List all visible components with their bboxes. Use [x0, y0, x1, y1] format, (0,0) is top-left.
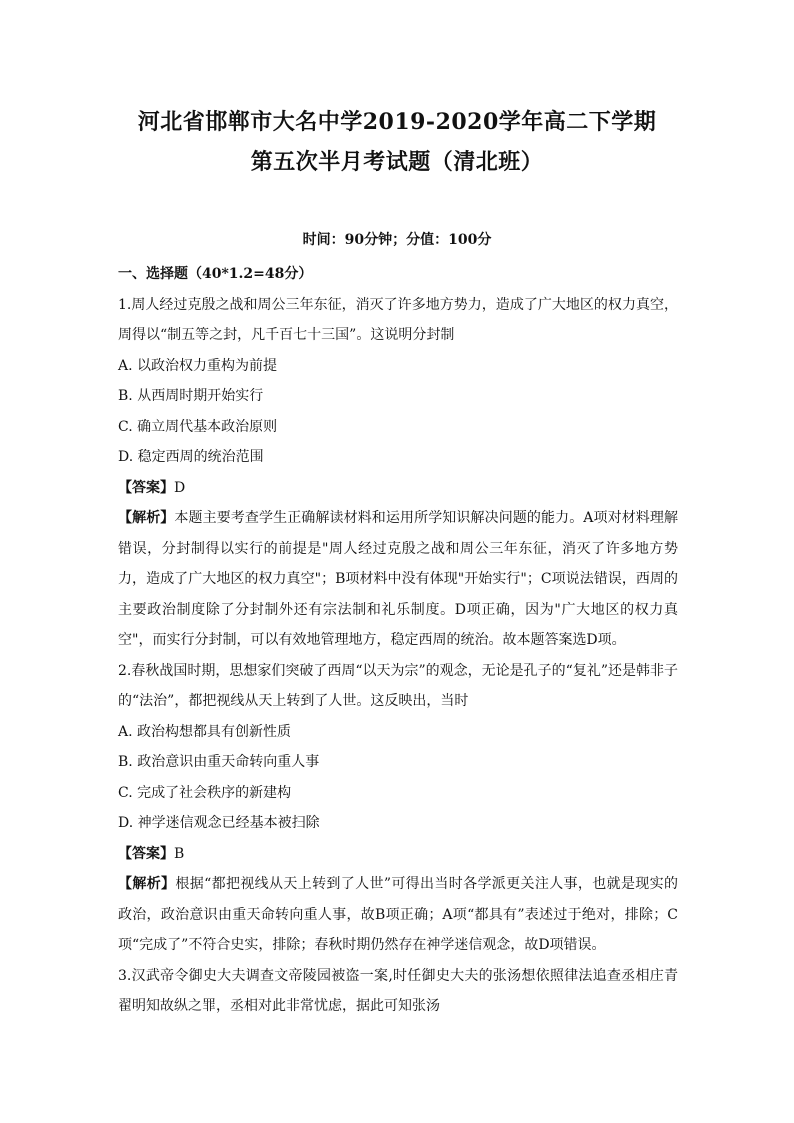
question-1-answer — [118, 473, 678, 504]
section-heading: 一、选择题（40*1.2=48分） — [118, 266, 313, 282]
question-2-option-c: C. 完成了社会秩序的新建构 — [118, 784, 292, 801]
analysis-text: 本题主要考查学生正确解读材料和运用所学知识解决问题的能力。A项对材料理解错误，分封制得以实行的前提是"周人经过克殷之战和周公三年东征，消灭了许多地方势力，造成了广大地区的权力真空"；B项材料中没有体现"开始实行"；C项说法错误，西周的主要政治制度除了分封制外还有宗法制和礼乐制度。D项正确，因为"广大地区的权力真空"，而实行分封制，可以有效地管理地方，稳定西周的统治。故本题答案选D项。 — [118, 510, 679, 648]
question-1-option-c: C. 确立周代基本政治原则 — [118, 418, 278, 435]
analysis-label: 【解析】 — [118, 876, 176, 892]
answer-label: 【答案】 — [118, 479, 174, 496]
question-2-analysis — [118, 869, 678, 961]
question-2-answer — [118, 839, 678, 870]
document-title-line2: 第五次半月考试题（清北班） — [250, 149, 544, 175]
question-2-stem: 2.春秋战国时期，思想家们突破了西周“以天为宗”的观念，无论是孔子的“复礼”还是韩非子的“法治”，都把视线从天上转到了人世。这反映出，当时 — [118, 662, 678, 709]
question-1-option-a: A. 以政治权力重构为前提 — [118, 357, 278, 374]
answer-label: 【答案】 — [118, 845, 174, 862]
question-1-analysis — [118, 503, 678, 656]
question-3-stem: 3.汉武帝令御史大夫调查文帝陵园被盗一案,时任御史大夫的张汤想依照律法追查丞相庄青翟明知故纵之罪，丞相对此非常忧虑，据此可知张汤 — [118, 967, 678, 1014]
question-2-option-d: D. 神学迷信观念已经基本被扫除 — [118, 815, 320, 831]
analysis-text: 根据“都把视线从天上转到了人世”可得出当时各学派更关注人事，也就是现实的政治，政治意识由重天命转向重人事，故B项正确；A项“都具有”表述过于绝对，排除；C项“完成了”不符合史实，排除；春秋时期仍然存在神学迷信观念，故D项错误。 — [118, 876, 679, 953]
question-2-option-b: B. 政治意识由重天命转向重人事 — [118, 754, 320, 770]
document-body — [118, 259, 678, 1022]
question-1-option-b: B. 从西周时期开始实行 — [118, 388, 264, 404]
answer-value: B — [174, 845, 185, 862]
document-title-line1: 河北省邯郸市大名中学2019-2020学年高二下学期 — [137, 109, 657, 135]
exam-meta: 时间：90分钟；分值：100分 — [302, 232, 492, 248]
question-1-stem: 1.周人经过克殷之战和周公三年东征，消灭了许多地方势力，造成了广大地区的权力真空，周得以“制五等之封，凡千百七十三国”。这说明分封制 — [118, 296, 678, 343]
question-1-option-d: D. 稳定西周的统治范围 — [118, 449, 264, 465]
answer-value: D — [174, 479, 186, 496]
question-2-option-a: A. 政治构想都具有创新性质 — [118, 723, 292, 740]
analysis-label: 【解析】 — [118, 510, 175, 526]
